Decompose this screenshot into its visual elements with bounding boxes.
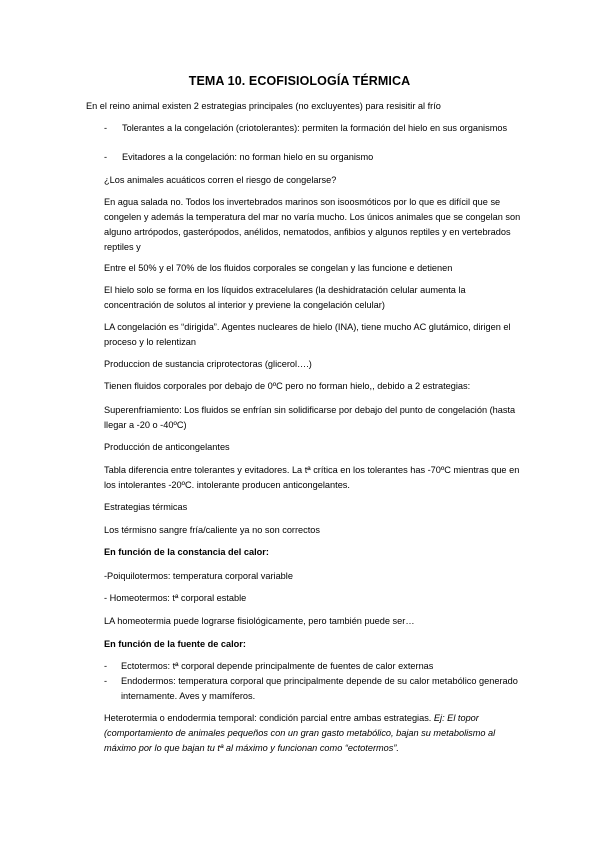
list-item-endodermos (104, 674, 524, 704)
paragraph-poikilotherms: -Poiquilotermos: temperatura corporal variable (104, 571, 293, 581)
list-item-tolerantes (104, 121, 524, 136)
list-item-text: Tolerantes a la congelación (criotolerantes): permiten la formación del hielo en sus organismos (122, 123, 508, 133)
paragraph-homeotherms: - Homeotermos: tª corporal estable (104, 593, 247, 603)
list-item-text: Ectotermos: tª corporal depende principalmente de fuentes de calor externas (121, 661, 434, 671)
paragraph-ice: El hielo solo se forma en los líquidos extracelulares (la deshidratación celular aumenta la concentración de solutos al interior y previene la congelación celular) (104, 285, 466, 310)
list-item-text: Endodermos: temperatura corporal que principalmente depende de su calor metabólico generado internamente. Aves y mamíferos. (121, 676, 518, 701)
paragraph-supercooling: Superenfriamiento: Los fluidos se enfrían sin solidificarse por debajo del punto de congelación (hasta llegar a -20 o -40ºC) (104, 405, 516, 430)
page-title: TEMA 10. ECOFISIOLOGÍA TÉRMICA (188, 74, 411, 88)
paragraph-salt-water: En agua salada no. Todos los invertebrados marinos son isoosmóticos por lo que es difícil que se congelen y además la temperatura del mar no varía mucho. Los únicos animales que se congelan son alguno artrópodos, gasterópodos, anélidos, nematodos, anfibios y algunos reptiles y en vertebrados reptiles y (104, 197, 521, 252)
paragraph-heterothermy (104, 711, 524, 756)
list-dash: - (104, 123, 108, 133)
paragraph-cryoprotectant: Produccion de sustancia criprotectoras (glicerol….) (104, 359, 312, 369)
question-aquatic: ¿Los animales acuáticos corren el riesgo de congelarse? (104, 175, 337, 185)
list-dash: - (104, 661, 108, 671)
paragraph-fluids: Tienen fluidos corporales por debajo de 0ºC pero no forman hielo,, debido a 2 estrategias: (104, 381, 471, 391)
list-dash: - (104, 152, 108, 162)
heading-heat-source: En función de la fuente de calor: (104, 639, 246, 649)
list-item-ectotermos (104, 659, 524, 674)
list-dash: - (104, 676, 108, 686)
paragraph-antifreeze: Producción de anticongelantes (104, 442, 230, 452)
heading-constancy: En función de la constancia del calor: (104, 547, 269, 557)
heterothermy-example: Ej: El topor (comportamiento de animales pequeños con un gran gasto metabólico, bajan su metabolismo al máximo por lo que bajan tu tª al máximo y funcionan como “ectotermos”. (104, 713, 496, 753)
intro-paragraph: En el reino animal existen 2 estrategias principales (no excluyentes) para resisitir al frío (86, 101, 441, 111)
list-item-evitadores (104, 150, 524, 165)
heterothermy-definition: Heterotermia o endodermia temporal: condición parcial entre ambas estrategias. (104, 713, 432, 723)
paragraph-terms: Los térmisno sangre fría/caliente ya no son correctos (104, 525, 321, 535)
paragraph-homeothermy: LA homeotermia puede lograrse fisiológicamente, pero también puede ser… (104, 616, 415, 626)
paragraph-percent: Entre el 50% y el 70% de los fluidos corporales se congelan y las funcione e detienen (104, 263, 453, 273)
paragraph-table: Tabla diferencia entre tolerantes y evitadores. La tª crítica en los tolerantes has -70ºC mientras que en los intolerantes -20ºC. intolerante producen anticongelantes. (104, 465, 520, 490)
paragraph-thermal-strategies: Estrategias térmicas (104, 502, 188, 512)
paragraph-directed: LA congelación es “dirigida”. Agentes nucleares de hielo (INA), tiene mucho AC glutámico, dirigen el proceso y lo relentizan (104, 322, 511, 347)
list-item-text: Evitadores a la congelación: no forman hielo en su organismo (122, 152, 374, 162)
